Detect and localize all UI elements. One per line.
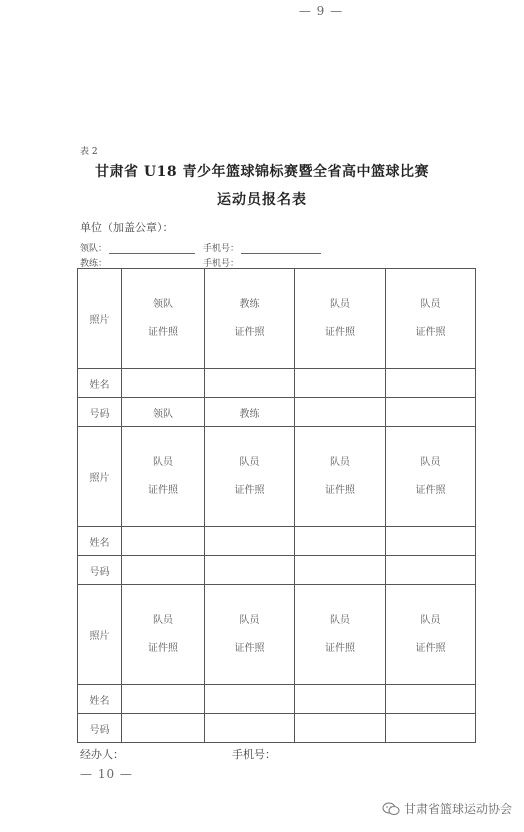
photo-cell[interactable]: 队员 证件照 <box>386 427 476 527</box>
row-label-photo: 照片 <box>78 269 122 369</box>
watermark <box>382 800 512 817</box>
unit-label: 单位（加盖公章）： <box>80 221 174 234</box>
leader-label: 领队 <box>80 244 99 254</box>
name-row-2 <box>78 527 476 556</box>
registration-table <box>77 268 476 743</box>
number-cell[interactable] <box>205 714 295 743</box>
form-subtitle: 运动员报名表 <box>217 192 307 208</box>
handler-label: 经办人： <box>80 748 124 761</box>
leader-phone-field[interactable] <box>241 244 321 254</box>
top-page-number: — 9 — <box>298 4 344 18</box>
name-row-3 <box>78 685 476 714</box>
name-cell[interactable] <box>205 685 295 714</box>
row-label-photo: 照片 <box>78 585 122 685</box>
number-cell[interactable] <box>386 398 476 427</box>
photo-row-3 <box>78 585 476 685</box>
handler-phone-label: 手机号： <box>232 748 276 761</box>
bottom-page-number: — 10 — <box>80 767 133 781</box>
leader-phone-row <box>203 241 321 254</box>
number-cell[interactable] <box>295 398 386 427</box>
name-cell[interactable] <box>295 685 386 714</box>
number-cell[interactable] <box>386 556 476 585</box>
photo-cell[interactable]: 队员 证件照 <box>122 585 205 685</box>
leader-phone-label: 手机号： <box>203 244 240 254</box>
coach-row: 教练： <box>80 256 195 269</box>
form-title: 甘肃省 U18 青少年篮球锦标赛暨全省高中篮球比赛 <box>95 164 429 180</box>
name-cell[interactable] <box>122 527 205 556</box>
name-row-1 <box>78 369 476 398</box>
watermark-text: 甘肃省篮球运动协会 <box>403 802 512 816</box>
name-cell[interactable] <box>295 369 386 398</box>
table-label: 表 2 <box>80 147 98 157</box>
photo-cell[interactable]: 教练 证件照 <box>205 269 295 369</box>
row-label-number: 号码 <box>78 714 122 743</box>
photo-cell[interactable]: 领队 证件照 <box>122 269 205 369</box>
number-row-1 <box>78 398 476 427</box>
photo-cell[interactable]: 队员 证件照 <box>295 427 386 527</box>
photo-row-1 <box>78 269 476 369</box>
number-cell[interactable] <box>295 556 386 585</box>
photo-cell[interactable]: 队员 证件照 <box>295 269 386 369</box>
row-label-name: 姓名 <box>78 369 122 398</box>
photo-cell[interactable]: 队员 证件照 <box>205 427 295 527</box>
number-cell[interactable] <box>205 556 295 585</box>
row-label-number: 号码 <box>78 398 122 427</box>
row-label-photo: 照片 <box>78 427 122 527</box>
number-cell[interactable] <box>122 714 205 743</box>
name-cell[interactable] <box>295 527 386 556</box>
number-cell[interactable] <box>122 556 205 585</box>
wechat-icon <box>382 802 400 816</box>
name-cell[interactable] <box>205 369 295 398</box>
name-cell[interactable] <box>122 685 205 714</box>
row-label-number: 号码 <box>78 556 122 585</box>
row-label-name: 姓名 <box>78 527 122 556</box>
photo-cell[interactable]: 队员 证件照 <box>386 269 476 369</box>
number-cell[interactable]: 领队 <box>122 398 205 427</box>
number-cell[interactable] <box>295 714 386 743</box>
coach-label: 教练 <box>80 259 99 269</box>
leader-field[interactable] <box>109 244 195 254</box>
name-cell[interactable] <box>386 527 476 556</box>
number-cell[interactable]: 教练 <box>205 398 295 427</box>
photo-cell[interactable]: 队员 证件照 <box>386 585 476 685</box>
number-row-3 <box>78 714 476 743</box>
name-cell[interactable] <box>386 685 476 714</box>
leader-row: 领队： <box>80 241 195 254</box>
photo-row-2 <box>78 427 476 527</box>
row-label-name: 姓名 <box>78 685 122 714</box>
photo-cell[interactable]: 队员 证件照 <box>295 585 386 685</box>
coach-phone-label: 手机号： <box>203 259 240 269</box>
name-cell[interactable] <box>386 369 476 398</box>
name-cell[interactable] <box>122 369 205 398</box>
name-cell[interactable] <box>205 527 295 556</box>
photo-cell[interactable]: 队员 证件照 <box>205 585 295 685</box>
number-cell[interactable] <box>386 714 476 743</box>
photo-cell[interactable]: 队员 证件照 <box>122 427 205 527</box>
number-row-2 <box>78 556 476 585</box>
